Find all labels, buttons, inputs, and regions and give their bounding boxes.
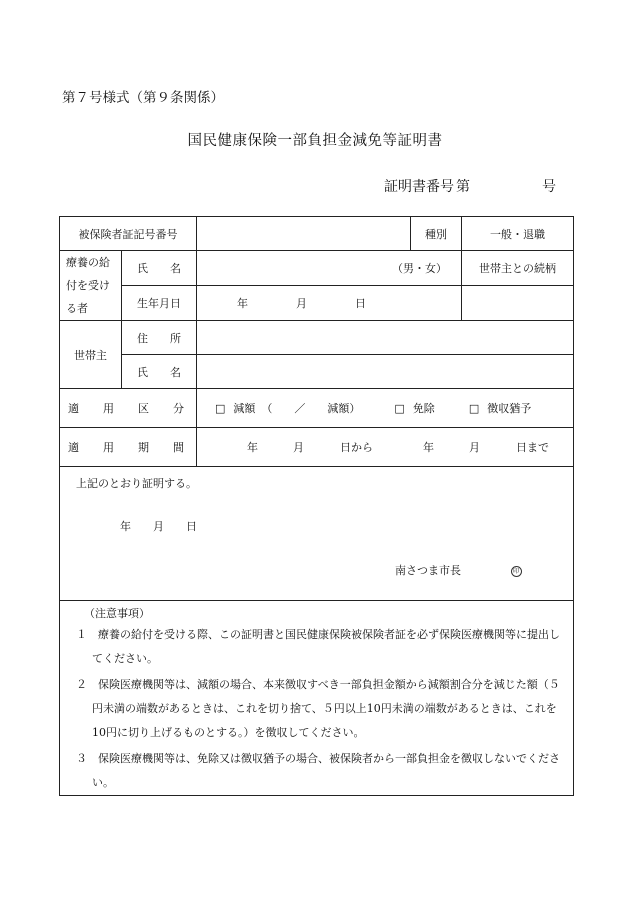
period-from-month-unit: 月 xyxy=(293,441,304,454)
certify-year-unit: 年 xyxy=(120,520,131,533)
certify-day-unit: 日 xyxy=(186,520,197,533)
category-label xyxy=(60,389,197,428)
relation-label: 世帯主との続柄 xyxy=(462,251,574,286)
period-field[interactable] xyxy=(197,428,574,467)
period-from-year-unit: 年 xyxy=(247,441,258,454)
insured-number-label: 被保険者証記号番号 xyxy=(60,217,197,251)
name-label: 氏 名 xyxy=(122,251,197,286)
birth-year-unit: 年 xyxy=(237,297,248,310)
certificate-form-table xyxy=(59,216,574,796)
certify-month-unit: 月 xyxy=(153,520,164,533)
householder-name-label: 氏 名 xyxy=(122,355,197,389)
certify-text: 上記のとおり証明する。 xyxy=(76,477,197,490)
certificate-number-label: 証明書番号 xyxy=(384,179,454,195)
deferral-label: 徴収猶予 xyxy=(487,402,532,415)
period-char-2: 用 xyxy=(103,441,114,454)
period-char-1: 適 xyxy=(68,441,79,454)
category-char-3: 区 xyxy=(138,402,149,415)
certificate-number-go: 号 xyxy=(542,179,556,195)
period-label xyxy=(60,428,197,467)
mayor-line xyxy=(395,562,522,578)
category-options xyxy=(197,389,574,428)
householder-label: 世帯主 xyxy=(60,321,122,389)
exemption-checkbox[interactable]: □ xyxy=(394,401,405,415)
address-field[interactable] xyxy=(197,321,574,355)
relation-field[interactable] xyxy=(462,286,574,321)
reduction-checkbox[interactable]: □ xyxy=(215,401,226,415)
reduction-label: 減額 xyxy=(233,402,256,415)
householder-name-field[interactable] xyxy=(197,355,574,389)
period-to-month-unit: 月 xyxy=(469,441,480,454)
reduction-ratio: （ ／ 減額） xyxy=(261,402,361,415)
period-to-year-unit: 年 xyxy=(423,441,434,454)
notes-block xyxy=(60,601,574,796)
document-title: 国民健康保険一部負担金減免等証明書 xyxy=(187,133,443,149)
recipient-name-field[interactable] xyxy=(197,251,462,286)
certificate-number-dai: 第 xyxy=(456,179,470,195)
birthdate-field[interactable] xyxy=(197,286,462,321)
form-number-label: 第７号様式（第９条関係） xyxy=(62,90,224,106)
sex-choice: （男・女） xyxy=(392,262,447,275)
period-char-3: 期 xyxy=(138,441,149,454)
insured-number-field[interactable] xyxy=(197,217,462,251)
period-from-day-unit: 日から xyxy=(340,441,373,454)
birthdate-label: 生年月日 xyxy=(122,286,197,321)
deferral-checkbox[interactable]: □ xyxy=(468,401,480,415)
category-char-4: 分 xyxy=(173,402,184,415)
category-char-2: 用 xyxy=(103,402,114,415)
recipient-label xyxy=(60,251,122,321)
category-char-1: 適 xyxy=(68,402,79,415)
mayor-title: 南さつま市長 xyxy=(395,564,461,577)
note-item-1: １ 療養の給付を受ける際、この証明書と国民健康保険被保険者証を必ず保険医療機関等に提出してください。 xyxy=(76,628,560,665)
period-to-day-unit: 日まで xyxy=(516,441,549,454)
period-char-4: 間 xyxy=(173,441,184,454)
certification-block xyxy=(60,467,574,601)
type-label: 種別 xyxy=(410,217,461,250)
notes-heading: （注意事項） xyxy=(84,607,150,620)
birth-day-unit: 日 xyxy=(355,297,366,310)
certificate-number xyxy=(384,176,560,196)
type-value: 一般・退職 xyxy=(462,217,574,251)
note-item-2: ２ 保険医療機関等は、減額の場合、本来徴収すべき一部負担金額から減額割合分を減じた額（５円未満の端数があるときは、これを切り捨て、５円以上10円未満の端数があるときは、これを10円に切り上げるものとする。）を徴収してください。 xyxy=(76,678,560,739)
birth-month-unit: 月 xyxy=(296,297,307,310)
exemption-label: 免除 xyxy=(412,402,435,415)
note-item-3: ３ 保険医療機関等は、免除又は徴収猶予の場合、被保険者から一部負担金を徴収しないでください。 xyxy=(76,752,560,789)
recipient-label-text: 療養の給付を受ける者 xyxy=(66,256,110,315)
address-label: 住 所 xyxy=(122,321,197,355)
certify-date xyxy=(120,518,197,534)
seal-stamp-icon: 印 xyxy=(511,566,522,577)
